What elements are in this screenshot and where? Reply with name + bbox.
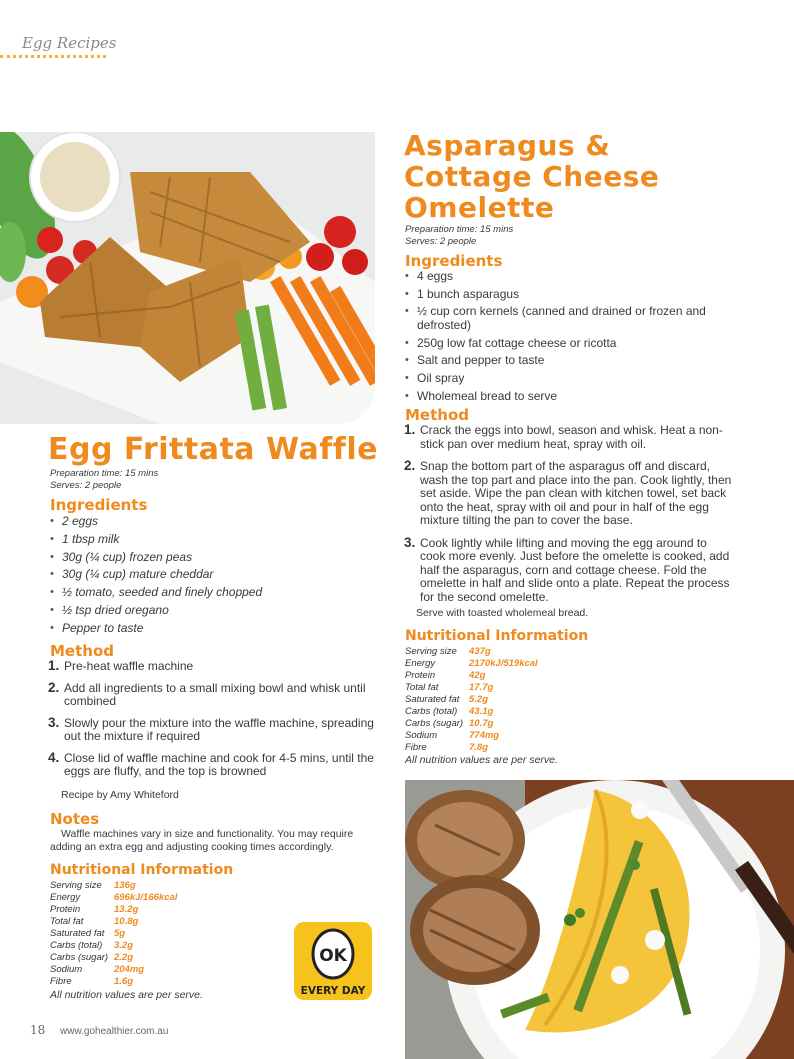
- list-item: • ½ tsp dried oregano: [50, 602, 370, 620]
- table-row: Carbs (sugar) 2.2g: [50, 952, 134, 963]
- method-step: 3. Slowly pour the mixture into the waffle machine, spreading out the mixture if required: [48, 714, 374, 743]
- table-row: Carbs (sugar) 10.7g: [405, 718, 494, 729]
- omelette-nutrition-note: All nutrition values are per serve.: [405, 754, 558, 766]
- omelette-prep: Preparation time: 15 mins: [405, 224, 514, 235]
- badge-ok-text: OK: [319, 946, 347, 966]
- waffle-prep: Preparation time: 15 mins: [50, 468, 159, 479]
- list-item: • ½ cup corn kernels (canned and drained or frozen and defrosted): [405, 304, 730, 332]
- method-step: 1. Crack the eggs into bowl, season and whisk. Heat a non-stick pan over medium heat, spray with oil.: [404, 422, 723, 451]
- waffle-serves: Serves: 2 people: [50, 480, 122, 491]
- waffle-nutrition-table: [50, 880, 177, 988]
- list-item: • 1 tbsp milk: [50, 531, 370, 549]
- method-step: 4. Close lid of waffle machine and cook for 4-5 mins, until the eggs are fluffy, and the top is browned: [48, 749, 374, 778]
- table-row: Saturated fat 5g: [50, 928, 126, 939]
- table-row: Protein 42g: [405, 670, 486, 681]
- waffle-meta: [50, 468, 158, 492]
- omelette-meta: [405, 224, 513, 248]
- omelette-photo: [405, 780, 794, 1059]
- section-rule: [0, 55, 106, 58]
- omelette-nutrition-heading: Nutritional Information: [405, 628, 589, 644]
- list-item: • 30g (¼ cup) mature cheddar: [50, 566, 370, 584]
- ok-every-day-badge: [294, 922, 372, 1000]
- omelette-ingredients-list: [405, 268, 730, 406]
- table-row: Sodium 774mg: [405, 730, 500, 741]
- list-item: • ½ tomato, seeded and finely chopped: [50, 584, 370, 602]
- omelette-ingredients-heading: Ingredients: [405, 252, 503, 270]
- method-step: 1. Pre-heat waffle machine: [48, 658, 194, 673]
- notes-heading: Notes: [50, 810, 100, 828]
- list-item: • 4 eggs: [405, 268, 730, 286]
- title-line: Asparagus &: [404, 129, 611, 162]
- title-line: Cottage Cheese: [404, 160, 660, 193]
- omelette-serves: Serves: 2 people: [405, 236, 477, 247]
- table-row: Sodium 204mg: [50, 964, 145, 975]
- omelette-title: [404, 130, 784, 223]
- method-step: 2. Add all ingredients to a small mixing bowl and whisk until combined: [48, 679, 366, 708]
- omelette-method-heading: Method: [405, 406, 469, 424]
- waffle-photo: [0, 132, 375, 424]
- waffle-method-heading: Method: [50, 642, 114, 660]
- table-row: Total fat 10.8g: [50, 916, 139, 927]
- waffle-ingredients-list: [50, 513, 370, 638]
- recipe-credit: Recipe by Amy Whiteford: [61, 789, 179, 801]
- table-row: Fibre 1.6g: [50, 976, 134, 987]
- table-row: Energy 696kJ/166kcal: [50, 892, 178, 903]
- table-row: Saturated fat 5.2g: [405, 694, 489, 705]
- list-item: • Wholemeal bread to serve: [405, 388, 730, 406]
- title-line: Omelette: [404, 191, 555, 224]
- footer-url: www.gohealthier.com.au: [60, 1026, 169, 1037]
- waffle-ingredients-heading: Ingredients: [50, 496, 148, 514]
- table-row: Carbs (total) 43.1g: [405, 706, 494, 717]
- table-row: Protein 13.2g: [50, 904, 139, 915]
- page-number: 18: [30, 1023, 46, 1037]
- list-item: • Oil spray: [405, 370, 730, 388]
- omelette-method-list: [404, 424, 734, 612]
- table-row: Energy 2170kJ/519kcal: [405, 658, 538, 669]
- list-item: • 2 eggs: [50, 513, 370, 531]
- table-row: Total fat 17.7g: [405, 682, 494, 693]
- waffle-method-list: [48, 660, 376, 787]
- table-row: Fibre 7.8g: [405, 742, 489, 753]
- list-item: • 1 bunch asparagus: [405, 286, 730, 304]
- serve-note: Serve with toasted wholemeal bread.: [416, 607, 589, 619]
- list-item: • 30g (¼ cup) frozen peas: [50, 549, 370, 567]
- badge-line-text: EVERY DAY: [300, 985, 366, 997]
- table-row: Carbs (total) 3.2g: [50, 940, 134, 951]
- omelette-nutrition-table: [405, 646, 538, 754]
- waffle-nutrition-heading: Nutritional Information: [50, 862, 234, 878]
- table-row: Serving size 437g: [405, 646, 491, 657]
- method-step: 2. Snap the bottom part of the asparagus off and discard, wash the top part and place into the pan. Cook lightly, then set aside. Wipe the pan clean with kitchen towel, set back onto the heat, spray with oil and pour in half of the egg mixture tilting the pan to cover the base.: [404, 458, 732, 527]
- list-item: • Pepper to taste: [50, 620, 370, 638]
- notes-text: Waffle machines vary in size and functionality. You may require adding an extra egg and adjusting cooking times accordingly.: [50, 828, 354, 853]
- list-item: • 250g low fat cottage cheese or ricotta: [405, 335, 730, 353]
- table-row: Serving size 136g: [50, 880, 136, 891]
- waffle-nutrition-note: All nutrition values are per serve.: [50, 989, 203, 1001]
- section-tag: Egg Recipes: [22, 34, 117, 52]
- method-step: 3. Cook lightly while lifting and moving the egg around to cook more evenly. Just before the omelette is cooked, add half the asparagus, corn and cottage cheese. Fold the omelette in half and slide onto a plate. Repeat the process for the second omelette.: [404, 534, 730, 604]
- waffle-title: Egg Frittata Waffle: [48, 432, 378, 467]
- list-item: • Salt and pepper to taste: [405, 352, 730, 370]
